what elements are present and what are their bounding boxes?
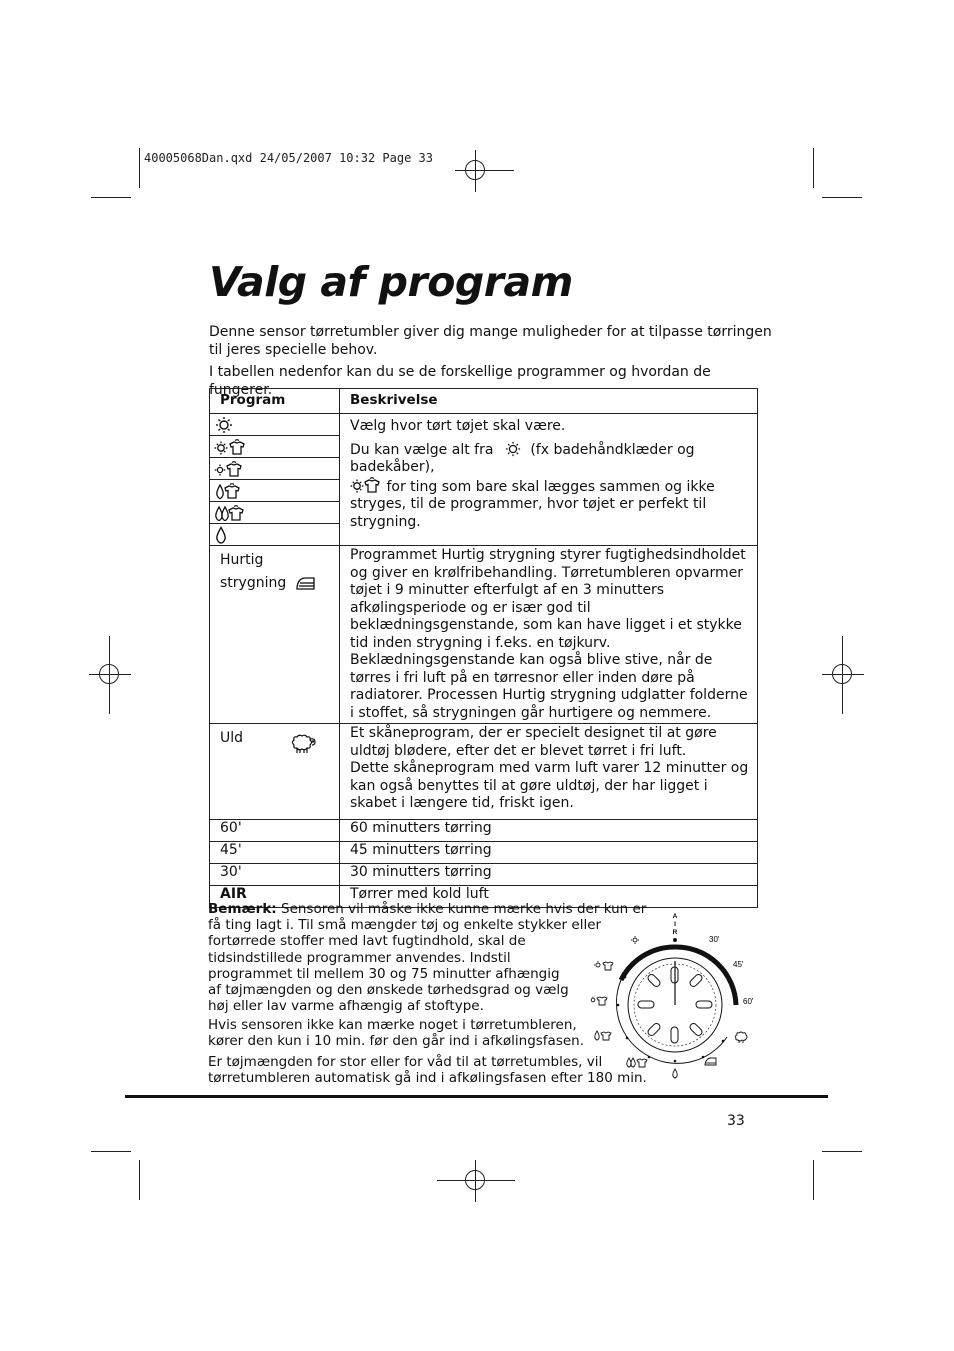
- timed-desc-30: 30 minutters tørring: [340, 864, 758, 886]
- page-title: Valg af program: [209, 258, 573, 306]
- dial-sensor-arc: [621, 947, 675, 980]
- program-cell-uld: [210, 724, 340, 820]
- double-drop-shirt-icon: [214, 504, 248, 522]
- timed-desc-60: 60 minutters tørring: [340, 820, 758, 842]
- uld-desc-2: Dette skåneprogram med varm luft varer 12 minutter og kan også benyttes til at gøre uldtøj, der har ligget i skabet i længere tid, friskt igen.: [350, 760, 749, 811]
- dial-label-45: 45': [733, 960, 744, 969]
- crop-mark: [437, 1180, 515, 1181]
- page-number: 33: [727, 1113, 745, 1129]
- hurtig-description: Programmet Hurtig strygning styrer fugtighedsindholdet og giver en krølfribehandling. Tørretumbleren opvarmer tøjet i 9 minutter efterfulgt af en 3 minutters afkølingsperiode og er især god til beklædningsgenstande, som kan have ligget i et stykke tid inden strygning i f.eks. en tøjkurv. Beklædningsgenstande kan også blive stive, når de tørres i fri luft på en tørresnor eller inden døre på radiatorer. Processen Hurtig strygning udglatter folderne i stoffet, så strygningen går hurtigere og nemmere.: [340, 546, 758, 724]
- drop-shirt-icon: [214, 482, 244, 500]
- crop-mark: [822, 1151, 862, 1152]
- timed-desc-air: Tørrer med kold luft: [340, 886, 758, 908]
- hurtig-label-2: strygning: [220, 574, 287, 591]
- dial-sheep-icon: [735, 1032, 747, 1043]
- sun-icon: [504, 441, 522, 457]
- crop-mark: [842, 636, 843, 714]
- uld-description: [340, 724, 758, 820]
- iron-icon: [296, 577, 316, 591]
- timed-label-45: 45': [210, 842, 340, 864]
- sheep-icon: [288, 734, 316, 754]
- dial-air-letter-r: R: [672, 929, 678, 936]
- intro-paragraph-1: Denne sensor tørretumbler giver dig mange muligheder for at tilpasse tørringen til jeres specielle behov.: [209, 324, 772, 358]
- registration-mark: [822, 654, 864, 696]
- program-dial-illustration: [585, 905, 765, 1085]
- crop-mark: [813, 1160, 814, 1200]
- registration-mark: [455, 1160, 497, 1202]
- sensor-description: [340, 414, 758, 546]
- header-beskrivelse: Beskrivelse: [340, 389, 758, 414]
- dial-drop-icon: [673, 1069, 678, 1078]
- sensor-desc-from: Du kan vælge alt fra: [350, 441, 494, 458]
- dial-sun-icon: [631, 936, 639, 944]
- dial-iron-icon: [705, 1058, 716, 1065]
- sensor-desc-example: (fx badehåndklæder og badekåber),: [350, 441, 695, 475]
- dial-double-drop-shirt-icon: [627, 1058, 647, 1067]
- hurtig-label-1: Hurtig: [220, 552, 264, 568]
- timed-label-30: 30': [210, 864, 340, 886]
- program-cell-sun-shirt: [210, 436, 340, 458]
- table-header-row: [210, 389, 758, 414]
- dial-drop-shirt-icon: [595, 1031, 611, 1040]
- note-paragraph-2: Hvis sensoren ikke kan mærke noget i tørretumbleren, kører den kun i 10 min. før den går ind i afkølingsfasen.: [208, 1017, 585, 1050]
- sun-shirt-hanger-icon: [214, 438, 248, 456]
- dial-sun-shirt-hanger-icon: [594, 961, 613, 970]
- crop-mark: [91, 197, 131, 198]
- program-cell-double-drop-shirt: [210, 502, 340, 524]
- drop-icon: [214, 526, 228, 544]
- dial-small-sun-shirt-icon: [591, 997, 607, 1006]
- crop-mark: [109, 636, 110, 714]
- timed-label-60: 60': [210, 820, 340, 842]
- note-paragraph-1: Bemærk: Sensoren vil måske ikke kunne mærke hvis der kun er få ting lagt i. Til små mængder tøj og enkelte stykker eller fortørrede stoffer med lavt fugtindhold, skal de tidsindstillede programmer anvendes. Indstil programmet til mellem 30 og 75 minutter afhængig af tøjmængden og den ønskede tørhedsgrad og vælg høj eller lav varme afhængig af stoftype.: [208, 901, 647, 1015]
- crop-mark: [813, 148, 814, 188]
- sensor-desc-line-1: Vælg hvor tørt tøjet skal være.: [350, 418, 566, 434]
- header-program: Program: [210, 389, 340, 414]
- table-row: [210, 820, 758, 842]
- crop-mark: [476, 170, 514, 171]
- footer-rule: [125, 1095, 828, 1098]
- dial-outer-ring: [616, 980, 645, 1054]
- sun-icon: [214, 416, 234, 434]
- note-label: Bemærk:: [208, 901, 277, 917]
- sensor-desc-rest: for ting som bare skal lægges sammen og ikke stryges, til de programmer, hvor tøjet er perfekt til strygning.: [350, 478, 715, 530]
- crop-mark: [822, 197, 862, 198]
- registration-mark: [455, 150, 497, 192]
- note-paragraph-3: Er tøjmængden for stor eller for våd til at tørretumbles, vil tørretumbleren automatisk gå ind i afkølingsfasen efter 180 min.: [208, 1054, 647, 1087]
- sun-shirt-hanger-icon: [350, 477, 382, 494]
- dial-air-letter-a: A: [672, 913, 678, 920]
- program-table: [209, 388, 758, 908]
- program-cell-small-sun-shirt: [210, 458, 340, 480]
- uld-label: Uld: [220, 730, 244, 746]
- timed-label-air: AIR: [210, 886, 340, 908]
- table-row: [210, 842, 758, 864]
- dial-label-60: 60': [743, 997, 754, 1006]
- small-sun-shirt-icon: [214, 460, 246, 478]
- crop-mark: [91, 1151, 131, 1152]
- intro-paragraph-2: I tabellen nedenfor kan du se de forskellige programmer og hvordan de fungerer.: [209, 364, 711, 398]
- table-row: [210, 864, 758, 886]
- dial-air-letter-i: I: [674, 921, 676, 928]
- program-cell-drop-shirt: [210, 480, 340, 502]
- program-cell-sun: [210, 414, 340, 436]
- timed-desc-45: 45 minutters tørring: [340, 842, 758, 864]
- registration-mark: [89, 654, 131, 696]
- dial-label-30: 30': [709, 935, 720, 944]
- file-slug: 40005068Dan.qxd 24/05/2007 10:32 Page 33: [144, 151, 433, 165]
- dial-timer-arc: [675, 947, 736, 1005]
- program-cell-hurtig-strygning: [210, 546, 340, 724]
- program-cell-drop: [210, 524, 340, 546]
- uld-desc-1: Et skåneprogram, der er specielt designet til at gøre uldtøj blødere, efter det er blevet tørret i fri luft.: [350, 725, 717, 759]
- crop-mark: [139, 1160, 140, 1200]
- crop-mark: [139, 148, 140, 188]
- dial-air-dot: [673, 938, 677, 942]
